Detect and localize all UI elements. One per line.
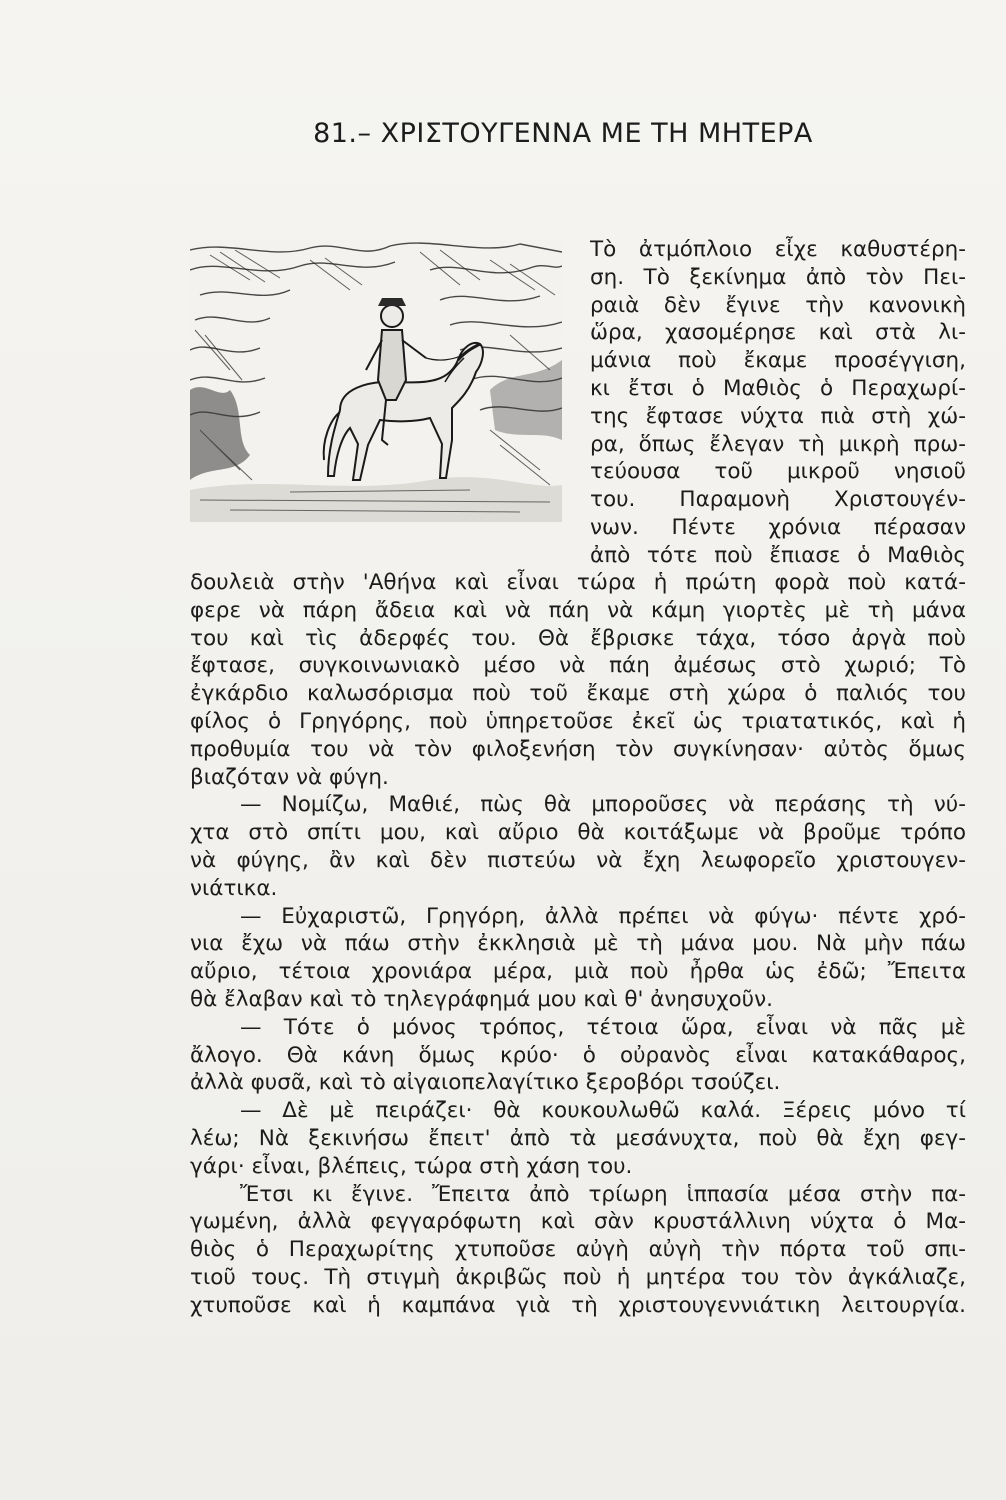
text-line: του. Παραμονὴ Χριστουγέν-: [590, 487, 966, 513]
text-line: θιὸς ὁ Περαχωρίτης χτυποῦσε αὐγὴ αὐγὴ τὴν πόρτα τοῦ σπι-: [190, 1237, 966, 1263]
text-line: ὥρα, χασομέρησε καὶ στὰ λι-: [590, 320, 966, 346]
body-text: [190, 569, 966, 1320]
text-line: Τὸ ἀτμόπλοιο εἶχε καθυστέρη-: [590, 237, 966, 262]
text-line: τιοῦ τους. Τὴ στιγμὴ ἀκριβῶς ποὺ ἡ μητέρα του τὸν ἀγκάλιαζε,: [190, 1264, 966, 1290]
text-line: φερε νὰ πάρη ἄδεια καὶ νὰ πάη νὰ κάμη γιορτὲς μὲ τὴ μάνα: [190, 597, 966, 623]
text-line: νια ἔχω νὰ πάω στὴν ἐκκλησιὰ μὲ τὴ μάνα μου. Νὰ μὴν πάω: [190, 931, 966, 957]
text-line: γωμένη, ἀλλὰ φεγγαρόφωτη καὶ σὰν κρυστάλλινη νύχτα ὁ Μα-: [190, 1209, 966, 1235]
text-line: ραιὰ δὲν ἔγινε τὴν κανονικὴ: [590, 292, 966, 318]
dialogue-line: — Τότε ὁ μόνος τρόπος, τέτοια ὥρα, εἶναι νὰ πᾶς μὲ: [240, 1014, 966, 1040]
text-line: του καὶ τὶς ἀδερφές του. Θὰ ἔβρισκε τάχα, τόσο ἀργὰ ποὺ: [190, 625, 966, 651]
text-line: νὰ φύγης, ἂν καὶ δὲν πιστεύω νὰ ἔχη λεωφορεῖο χριστουγεν-: [190, 847, 966, 873]
text-line: αὔριο, τέτοια χρονιάρα μέρα, μιὰ ποὺ ἦρθα ὡς ἐδῶ; Ἔπειτα: [190, 959, 966, 985]
text-line: ἔφτασε, συγκοινωνιακὸ μέσο νὰ πάη ἀμέσως στὸ χωριό; Τὸ: [190, 653, 966, 679]
text-line: ἀλλὰ φυσᾶ, καὶ τὸ αἰγαιοπελαγίτικο ξεροβόρι τσούζει.: [190, 1070, 781, 1096]
horseman-woodcut-illustration: [190, 240, 562, 522]
text-line: ἀπὸ τότε ποὺ ἔπιασε ὁ Μαθιὸς: [590, 542, 966, 568]
text-line: λέω; Νὰ ξεκινήσω ἔπειτ' ἀπὸ τὰ μεσάνυχτα, ποὺ θὰ ἔχη φεγ-: [190, 1125, 966, 1151]
text-line: χτυποῦσε καὶ ἡ καμπάνα γιὰ τὴ χριστουγεννιάτικη λειτουργία.: [190, 1292, 966, 1318]
text-line: δουλειὰ στὴν 'Αθήνα καὶ εἶναι τώρα ἡ πρώτη φορὰ ποὺ κατά-: [190, 570, 966, 595]
text-line: ρα, ὅπως ἔλεγαν τὴ μικρὴ πρω-: [590, 431, 966, 457]
dialogue-line: — Δὲ μὲ πειράζει· θὰ κουκουλωθῶ καλά. Ξέρεις μόνο τί: [240, 1098, 966, 1124]
text-line: ἄλογο. Θὰ κάνη ὅμως κρύο· ὁ οὐρανὸς εἶναι κατακάθαρος,: [190, 1042, 966, 1068]
text-line: χτα στὸ σπίτι μου, καὶ αὔριο θὰ κοιτάξωμε νὰ βροῦμε τρόπο: [190, 820, 966, 846]
text-line: γάρι· εἶναι, βλέπεις, τώρα στὴ χάση του.: [190, 1153, 633, 1179]
text-line: νιάτικα.: [190, 875, 278, 901]
chapter-title: 81.– ΧΡΙΣΤΟΥΓΕΝΝΑ ΜΕ ΤΗ ΜΗΤΕΡΑ: [313, 118, 813, 149]
text-line: ση. Τὸ ξεκίνημα ἀπὸ τὸν Πει-: [590, 264, 966, 290]
dialogue-line: — Εὐχαριστῶ, Γρηγόρη, ἀλλὰ πρέπει νὰ φύγω· πέντε χρό-: [240, 903, 966, 929]
text-line: κι ἔτσι ὁ Μαθιὸς ὁ Περαχωρί-: [590, 375, 966, 401]
text-line: νων. Πέντε χρόνια πέρασαν: [590, 514, 966, 540]
text-line: φίλος ὁ Γρηγόρης, ποὺ ὑπηρετοῦσε ἐκεῖ ὡς τριατατικός, καὶ ἡ: [190, 708, 966, 734]
text-line: Ἔτσι κι ἔγινε. Ἔπειτα ἀπὸ τρίωρη ἱππασία μέσα στὴν πα-: [240, 1181, 966, 1207]
text-line: της ἔφτασε νύχτα πιὰ στὴ χώ-: [590, 403, 966, 429]
text-line: προθυμία του νὰ τὸν φιλοξενήση τὸν συγκίνησαν· αὐτὸς ὅμως: [190, 736, 966, 762]
intro-paragraph-narrow: [590, 236, 966, 570]
text-line: θὰ ἔλαβαν καὶ τὸ τηλεγράφημά μου καὶ θ' ἀνησυχοῦν.: [190, 986, 773, 1012]
dialogue-line: — Νομίζω, Μαθιέ, πὼς θὰ μποροῦσες νὰ περάσης τὴ νύ-: [240, 792, 966, 818]
text-line: ἐγκάρδιο καλωσόρισμα ποὺ τοῦ ἔκαμε στὴ χώρα ὁ παλιός του: [190, 681, 966, 707]
text-line: τεύουσα τοῦ μικροῦ νησιοῦ: [590, 459, 966, 485]
text-line: μάνια ποὺ ἔκαμε προσέγγιση,: [590, 348, 966, 374]
text-line: βιαζόταν νὰ φύγη.: [190, 764, 389, 790]
